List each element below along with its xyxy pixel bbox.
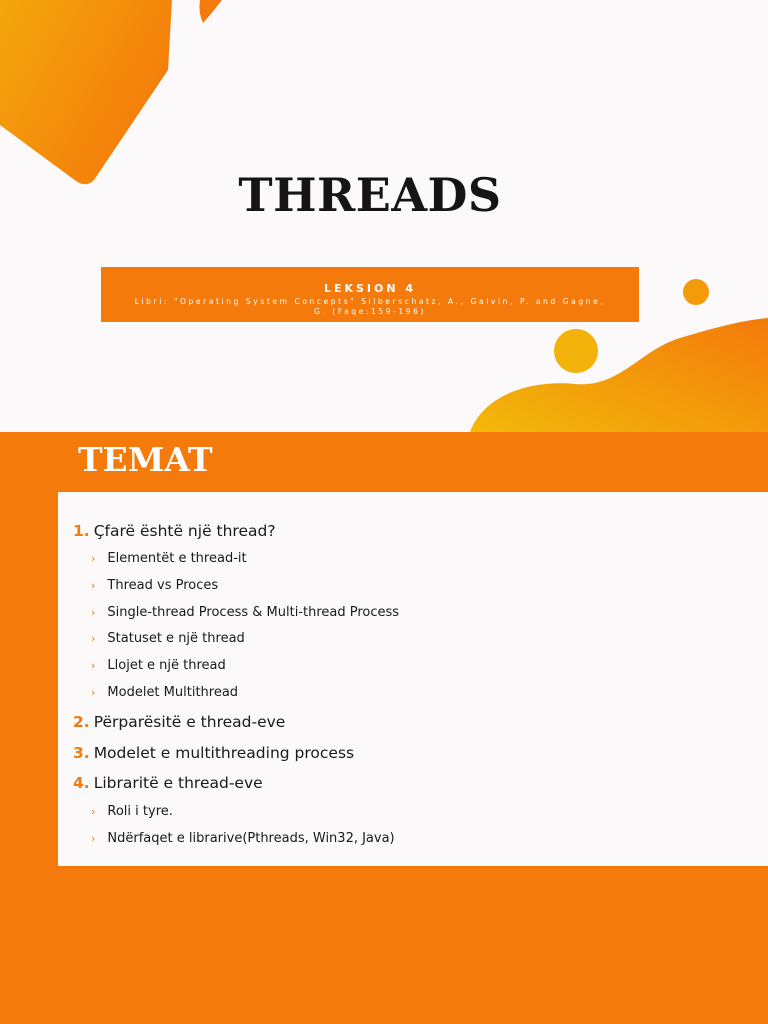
top-left-blob [0, 0, 172, 184]
topics-list [58, 492, 768, 866]
topic-label: Përparësitë e thread-eve [93, 713, 286, 731]
subtopic-item [91, 605, 399, 620]
subtopic-label: Llojet e një thread [107, 658, 226, 673]
chevron-right-icon: › [91, 579, 96, 592]
topic-number: 2. [73, 713, 90, 731]
topics-heading: TEMAT [78, 440, 213, 479]
subtopic-item [91, 551, 247, 566]
topic-label: Modelet e multithreading process [93, 744, 355, 762]
book-reference: Libri: "Operating System Concepts" Silberschatz, A., Galvin, P. and Gagne, G. (Faqe:159-196) [134, 297, 606, 316]
chevron-right-icon: › [91, 606, 96, 619]
chevron-right-icon: › [91, 632, 96, 645]
top-sliver-shape [199, 0, 222, 23]
lesson-banner [101, 267, 639, 322]
topic-label: Libraritë e thread-eve [93, 774, 263, 792]
chevron-right-icon: › [91, 832, 96, 845]
presentation-title: THREADS [238, 168, 502, 222]
subtopic-label: Ndërfaqet e librarive(Pthreads, Win32, Java) [107, 831, 395, 846]
title-slide [0, 0, 768, 432]
topic-number: 1. [73, 522, 90, 540]
subtopic-item [91, 658, 226, 673]
bottom-right-wave [470, 318, 768, 432]
lesson-label: LEKSION 4 [323, 282, 417, 295]
topic-number: 3. [73, 744, 90, 762]
topic-item [73, 774, 263, 792]
topics-slide [0, 432, 768, 866]
medium-circle [554, 329, 598, 373]
subtopic-label: Statuset e një thread [107, 631, 245, 646]
chevron-right-icon: › [91, 659, 96, 672]
subtopic-label: Elementët e thread-it [107, 551, 247, 566]
subtopic-item [91, 685, 238, 700]
chevron-right-icon: › [91, 552, 96, 565]
topic-label: Çfarë është një thread? [93, 522, 276, 540]
subtopic-item [91, 631, 245, 646]
next-slide-preview [0, 866, 768, 1024]
subtopic-label: Single-thread Process & Multi-thread Process [107, 605, 400, 620]
small-circle [683, 279, 709, 305]
chevron-right-icon: › [91, 805, 96, 818]
chevron-right-icon: › [91, 686, 96, 699]
subtopic-item [91, 831, 395, 846]
topic-number: 4. [73, 774, 90, 792]
topic-item [73, 522, 276, 540]
subtopic-label: Modelet Multithread [107, 685, 239, 700]
subtopic-item [91, 804, 173, 819]
subtopic-label: Thread vs Proces [107, 578, 219, 593]
topic-item [73, 744, 354, 762]
topic-item [73, 713, 285, 731]
subtopic-label: Roli i tyre. [107, 804, 173, 819]
subtopic-item [91, 578, 218, 593]
